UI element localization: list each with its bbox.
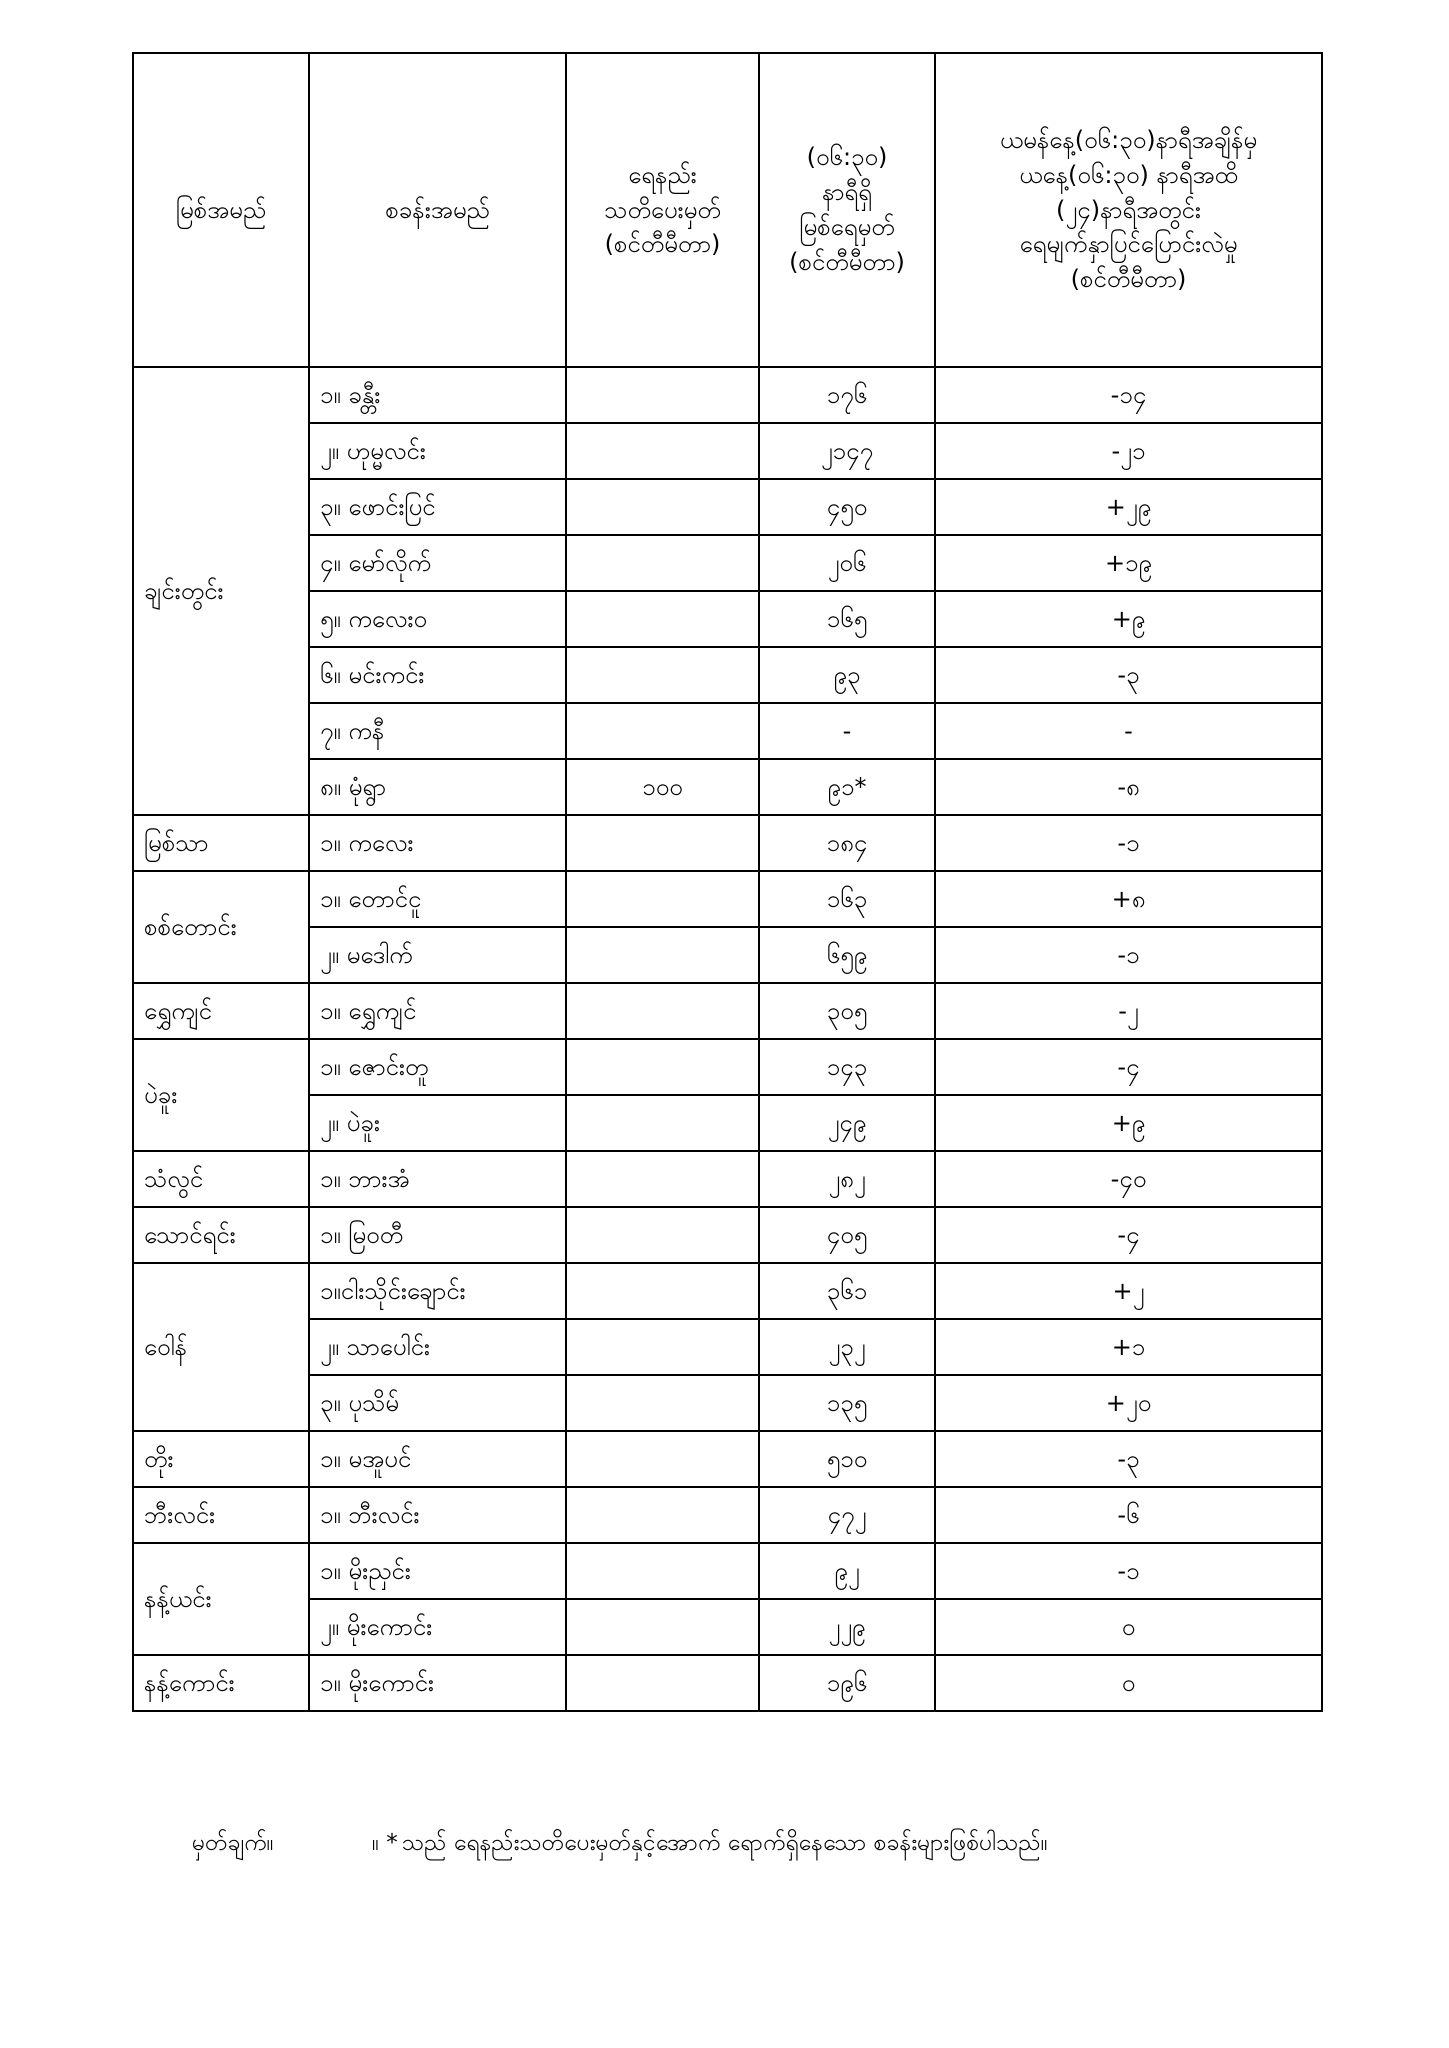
- level-change-cell: ၀: [935, 1599, 1322, 1655]
- level-change-cell: +၂၉: [935, 479, 1322, 535]
- header-water-level: (၀၆:၃၀) နာရီရှိ မြစ်ရေမှတ် (စင်တီမီတာ): [759, 53, 935, 367]
- water-level-cell: ၁၆၅: [759, 591, 935, 647]
- danger-level-cell: [566, 1095, 759, 1151]
- table-row: [133, 367, 1322, 423]
- water-level-cell: ၂၂၉: [759, 1599, 935, 1655]
- river-name-cell: နန့်ယင်း: [133, 1543, 309, 1655]
- level-change-cell: -၄: [935, 1039, 1322, 1095]
- table-row: [133, 535, 1322, 591]
- danger-level-cell: [566, 535, 759, 591]
- river-name-cell: စစ်တောင်း: [133, 871, 309, 983]
- header-24h-change: ယမန်နေ့(၀၆:၃၀)နာရီအချိန်မှ ယနေ့(၀၆:၃၀) နာရီအထိ (၂၄)နာရီအတွင်း ရေမျက်နှာပြင်ပြောင်းလဲမှု (စင်တီမီတာ): [935, 53, 1322, 367]
- station-name-cell: ၂။ မိုးကောင်း: [309, 1599, 566, 1655]
- station-name-cell: ၂။ ဟုမ္မလင်း: [309, 423, 566, 479]
- station-name-cell: ၂။ မဒေါက်: [309, 927, 566, 983]
- header-danger-level: ရေနည်း သတိပေးမှတ် (စင်တီမီတာ): [566, 53, 759, 367]
- table-row: [133, 1151, 1322, 1207]
- danger-level-cell: [566, 1319, 759, 1375]
- river-name-cell: နန့်ကောင်း: [133, 1655, 309, 1711]
- table-row: [133, 703, 1322, 759]
- danger-level-cell: [566, 1431, 759, 1487]
- station-name-cell: ၃။ ဖောင်းပြင်: [309, 479, 566, 535]
- river-name-cell: ပဲခူး: [133, 1039, 309, 1151]
- water-level-cell: ၂၈၂: [759, 1151, 935, 1207]
- water-level-cell: ၉၃: [759, 647, 935, 703]
- table-row: [133, 1599, 1322, 1655]
- level-change-cell: -၄: [935, 1207, 1322, 1263]
- river-name-cell: ချင်းတွင်း: [133, 367, 309, 815]
- level-change-cell: -၂: [935, 983, 1322, 1039]
- water-level-cell: ၂၀၆: [759, 535, 935, 591]
- table-row: [133, 815, 1322, 871]
- table-row: [133, 423, 1322, 479]
- station-name-cell: ၁။ ရွှေကျင်: [309, 983, 566, 1039]
- level-change-cell: -၁: [935, 927, 1322, 983]
- table-row: [133, 759, 1322, 815]
- danger-level-cell: [566, 591, 759, 647]
- danger-level-cell: [566, 1151, 759, 1207]
- table-row: [133, 1543, 1322, 1599]
- station-name-cell: ၁။ငါးသိုင်းချောင်း: [309, 1263, 566, 1319]
- table-row: [133, 871, 1322, 927]
- table-row: [133, 591, 1322, 647]
- water-level-cell: ၁၉၆: [759, 1655, 935, 1711]
- level-change-cell: -၁: [935, 1543, 1322, 1599]
- river-level-table: [132, 52, 1323, 1712]
- station-name-cell: ၈။ မုံရွာ: [309, 759, 566, 815]
- water-level-cell: ၂၁၄၇: [759, 423, 935, 479]
- danger-level-cell: [566, 1655, 759, 1711]
- water-level-cell: -: [759, 703, 935, 759]
- danger-level-cell: [566, 815, 759, 871]
- table-body: [133, 367, 1322, 1711]
- water-level-cell: ၄၀၅: [759, 1207, 935, 1263]
- danger-level-cell: [566, 927, 759, 983]
- level-change-cell: -၁: [935, 815, 1322, 871]
- river-name-cell: ဘီးလင်း: [133, 1487, 309, 1543]
- station-name-cell: ၇။ ကနီ: [309, 703, 566, 759]
- station-name-cell: ၁။ မိုးညှင်း: [309, 1543, 566, 1599]
- water-level-cell: ၃၀၅: [759, 983, 935, 1039]
- footnote-mark: ။ *: [372, 1830, 398, 1856]
- table-row: [133, 647, 1322, 703]
- river-name-cell: သောင်ရင်း: [133, 1207, 309, 1263]
- river-name-cell: မြစ်သာ: [133, 815, 309, 871]
- table-row: [133, 479, 1322, 535]
- danger-level-cell: [566, 1599, 759, 1655]
- river-name-cell: ရွှေကျင်: [133, 983, 309, 1039]
- station-name-cell: ၆။ မင်းကင်း: [309, 647, 566, 703]
- level-change-cell: +၂: [935, 1263, 1322, 1319]
- level-change-cell: -၃: [935, 647, 1322, 703]
- danger-level-cell: [566, 479, 759, 535]
- station-name-cell: ၁။ ဘီးလင်း: [309, 1487, 566, 1543]
- danger-level-cell: [566, 1207, 759, 1263]
- station-name-cell: ၁။ မိုးကောင်း: [309, 1655, 566, 1711]
- water-level-cell: ၁၇၆: [759, 367, 935, 423]
- river-name-cell: တိုး: [133, 1431, 309, 1487]
- danger-level-cell: [566, 983, 759, 1039]
- level-change-cell: +၁၉: [935, 535, 1322, 591]
- danger-level-cell: [566, 1543, 759, 1599]
- table-row: [133, 1487, 1322, 1543]
- level-change-cell: +၁: [935, 1319, 1322, 1375]
- danger-level-cell: [566, 367, 759, 423]
- water-level-cell: ၂၃၂: [759, 1319, 935, 1375]
- header-station: စခန်းအမည်: [309, 53, 566, 367]
- danger-level-cell: [566, 1039, 759, 1095]
- table-row: [133, 1655, 1322, 1711]
- danger-level-cell: [566, 1375, 759, 1431]
- station-name-cell: ၅။ ကလေးဝ: [309, 591, 566, 647]
- table-row: [133, 1375, 1322, 1431]
- table-row: [133, 1207, 1322, 1263]
- water-level-cell: ၆၅၉: [759, 927, 935, 983]
- level-change-cell: +၉: [935, 591, 1322, 647]
- table-row: [133, 927, 1322, 983]
- station-name-cell: ၁။ မြဝတီ: [309, 1207, 566, 1263]
- danger-level-cell: [566, 871, 759, 927]
- water-level-cell: ၂၄၉: [759, 1095, 935, 1151]
- level-change-cell: -၈: [935, 759, 1322, 815]
- water-level-cell: ၉၁*: [759, 759, 935, 815]
- level-change-cell: -၃: [935, 1431, 1322, 1487]
- header-river: မြစ်အမည်: [133, 53, 309, 367]
- station-name-cell: ၂။ သာပေါင်း: [309, 1319, 566, 1375]
- level-change-cell: -၄၀: [935, 1151, 1322, 1207]
- danger-level-cell: [566, 703, 759, 759]
- water-level-cell: ၁၆၃: [759, 871, 935, 927]
- water-level-cell: ၃၆၁: [759, 1263, 935, 1319]
- danger-level-cell: [566, 647, 759, 703]
- water-level-cell: ၉၂: [759, 1543, 935, 1599]
- station-name-cell: ၁။ ဘားအံ: [309, 1151, 566, 1207]
- station-name-cell: ၁။ ကလေး: [309, 815, 566, 871]
- danger-level-cell: [566, 1487, 759, 1543]
- table-row: [133, 1431, 1322, 1487]
- station-name-cell: ၃။ ပုသိမ်: [309, 1375, 566, 1431]
- water-level-cell: ၁၃၅: [759, 1375, 935, 1431]
- water-level-cell: ၄၅၀: [759, 479, 935, 535]
- station-name-cell: ၁။ ခန္တီး: [309, 367, 566, 423]
- table-header-row: [133, 53, 1322, 367]
- water-level-cell: ၄၇၂: [759, 1487, 935, 1543]
- river-name-cell: သံလွင်: [133, 1151, 309, 1207]
- table-row: [133, 983, 1322, 1039]
- level-change-cell: +၉: [935, 1095, 1322, 1151]
- water-level-cell: ၁၈၄: [759, 815, 935, 871]
- danger-level-cell: [566, 1263, 759, 1319]
- station-name-cell: ၁။ တောင်ငူ: [309, 871, 566, 927]
- station-name-cell: ၂။ ပဲခူး: [309, 1095, 566, 1151]
- footnote-text: သည် ရေနည်းသတိပေးမှတ်နှင့်အောက် ရောက်ရှိနေသော စခန်းများဖြစ်ပါသည်။: [402, 1830, 1048, 1856]
- footnote-label: မှတ်ချက်။: [192, 1830, 274, 1856]
- table-row: [133, 1263, 1322, 1319]
- station-name-cell: ၁။ မအူပင်: [309, 1431, 566, 1487]
- table-row: [133, 1039, 1322, 1095]
- level-change-cell: +၈: [935, 871, 1322, 927]
- water-level-cell: ၅၁၀: [759, 1431, 935, 1487]
- level-change-cell: ၀: [935, 1655, 1322, 1711]
- river-name-cell: ဝေါန်: [133, 1263, 309, 1431]
- level-change-cell: -၆: [935, 1487, 1322, 1543]
- danger-level-cell: ၁၀၀: [566, 759, 759, 815]
- level-change-cell: -၁၄: [935, 367, 1322, 423]
- level-change-cell: -၂၁: [935, 423, 1322, 479]
- table-row: [133, 1319, 1322, 1375]
- level-change-cell: +၂၀: [935, 1375, 1322, 1431]
- table-row: [133, 1095, 1322, 1151]
- level-change-cell: -: [935, 703, 1322, 759]
- danger-level-cell: [566, 423, 759, 479]
- water-level-cell: ၁၄၃: [759, 1039, 935, 1095]
- station-name-cell: ၄။ မော်လိုက်: [309, 535, 566, 591]
- station-name-cell: ၁။ ဇောင်းတူ: [309, 1039, 566, 1095]
